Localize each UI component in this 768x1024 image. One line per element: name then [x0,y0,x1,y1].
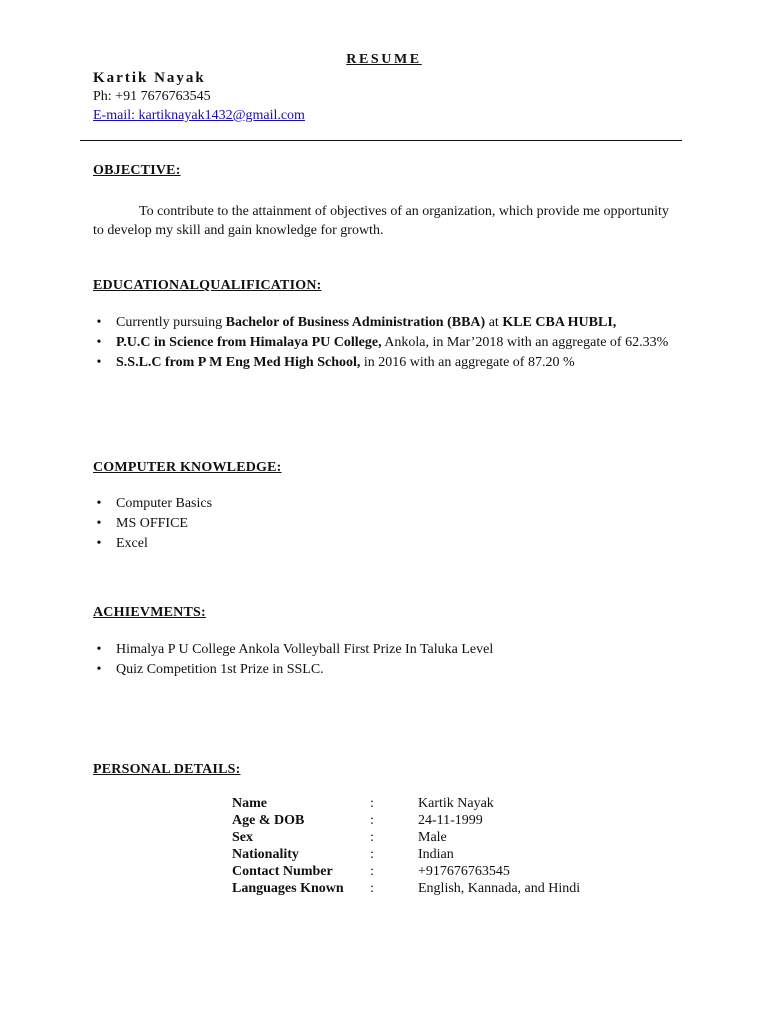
skill-text: Computer Basics [116,496,213,511]
detail-value: English, Kannada, and Hindi [418,881,581,896]
education-list [93,313,675,373]
detail-value: Indian [418,847,454,862]
table-row [232,846,580,863]
bullet-icon: • [96,662,102,677]
achievement-text: Himalya P U College Ankola Volleyball First Prize In Taluka Level [116,642,494,657]
detail-value: Kartik Nayak [418,796,494,811]
computer-heading: COMPUTER KNOWLEDGE: [93,460,282,475]
education-text-pre: Currently pursuing [116,315,226,330]
list-item [93,494,675,514]
document-title: RESUME [346,52,422,67]
achievements-list [93,640,675,680]
bullet-icon: • [96,536,102,551]
detail-value: Male [418,830,447,845]
list-item [93,514,675,534]
detail-label: Contact Number [232,864,333,879]
education-text-mid: in 2016 with an aggregate of 87.20 % [360,355,575,370]
bullet-icon: • [96,335,102,350]
bullet-icon: • [96,315,102,330]
detail-label: Name [232,796,267,811]
detail-separator: : [370,796,374,811]
detail-separator: : [370,813,374,828]
objective-heading: OBJECTIVE: [93,163,181,178]
candidate-name: Kartik Nayak [93,70,206,86]
table-row [232,812,580,829]
education-text-mid: at [485,315,503,330]
education-heading: EDUCATIONALQUALIFICATION: [93,278,322,293]
table-row [232,829,580,846]
detail-label: Nationality [232,847,299,862]
personal-heading: PERSONAL DETAILS: [93,762,241,777]
detail-label: Sex [232,830,253,845]
bullet-icon: • [96,642,102,657]
list-item [93,534,675,554]
personal-details-table [232,795,580,897]
bullet-icon: • [96,496,102,511]
education-institution: KLE CBA HUBLI, [502,315,617,330]
detail-value: +917676763545 [418,864,510,879]
bullet-icon: • [96,516,102,531]
education-degree: S.S.L.C from P M Eng Med High School, [116,355,361,370]
bullet-icon: • [96,355,102,370]
list-item [93,333,675,353]
objective-text [93,202,683,240]
education-degree: P.U.C in Science from Himalaya PU College, [116,335,382,350]
header-divider [80,140,682,141]
table-row [232,795,580,812]
education-degree: Bachelor of Business Administration (BBA) [225,315,486,330]
detail-separator: : [370,830,374,845]
table-row [232,863,580,880]
achievement-text: Quiz Competition 1st Prize in SSLC. [116,662,324,677]
list-item [93,660,675,680]
skill-text: Excel [116,536,148,551]
detail-value: 24-11-1999 [418,813,483,828]
detail-label: Languages Known [232,881,344,896]
education-text-mid: Ankola, in Mar’2018 with an aggregate of 62.33% [381,335,669,350]
detail-separator: : [370,847,374,862]
skill-text: MS OFFICE [116,516,188,531]
table-row [232,880,580,897]
list-item [93,640,675,660]
detail-separator: : [370,864,374,879]
email-link[interactable]: E-mail: kartiknayak1432@gmail.com [93,108,305,123]
objective-body: To contribute to the attainment of objectives of an organization, which provide me opportunity to develop my skill and gain knowledge for growth. [93,204,669,238]
list-item [93,313,675,333]
achievements-heading: ACHIEVMENTS: [93,605,206,620]
list-item [93,353,675,373]
detail-separator: : [370,881,374,896]
computer-list [93,494,675,554]
detail-label: Age & DOB [232,813,305,828]
phone-number: Ph: +91 7676763545 [93,89,211,104]
